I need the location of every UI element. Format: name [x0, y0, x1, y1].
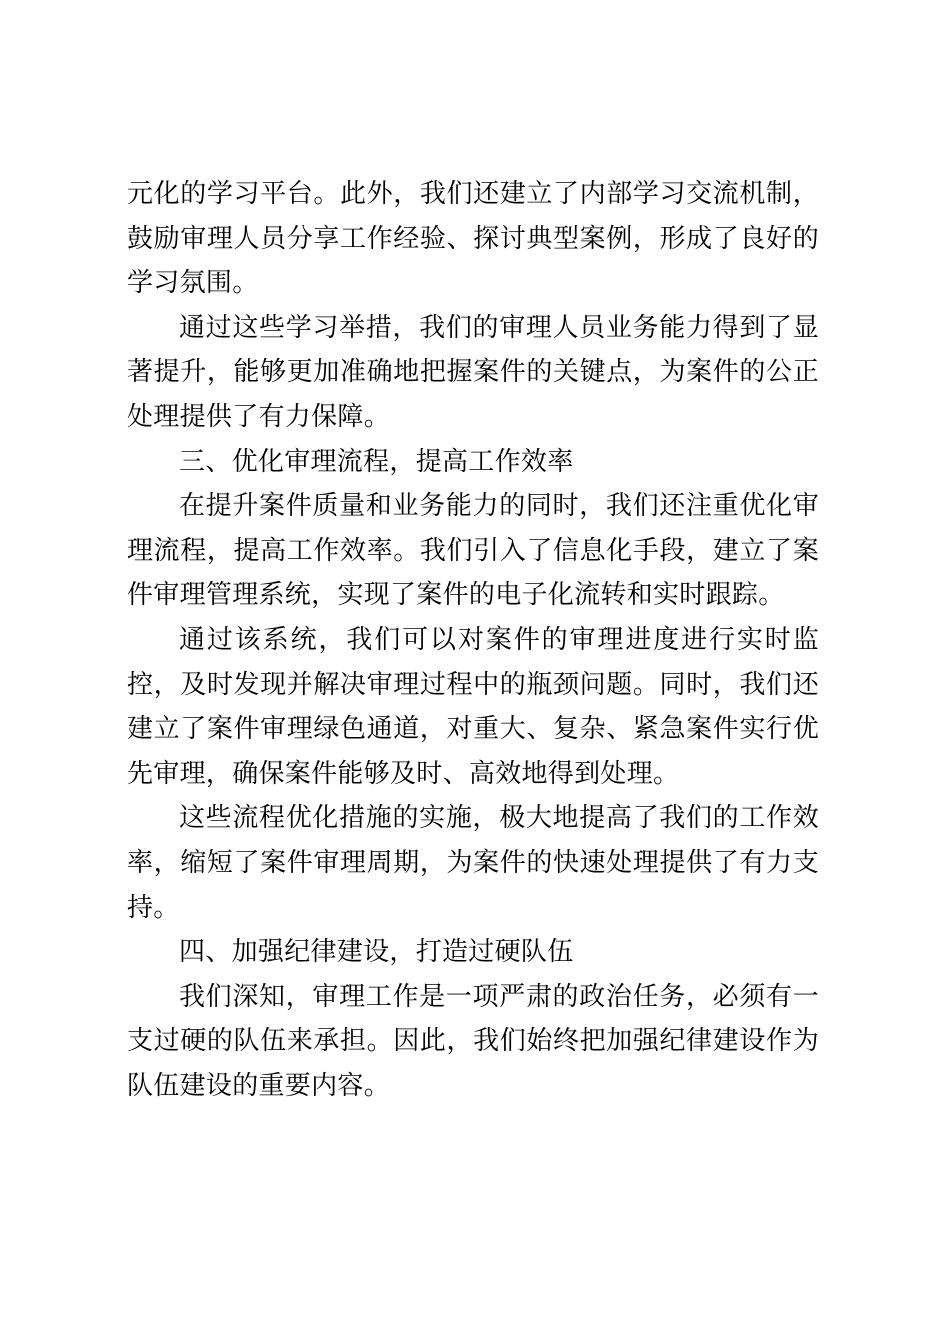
paragraph-learning-results: 通过这些学习举措，我们的审理人员业务能力得到了显著提升，能够更加准确地把握案件的关键点，为案件的公正处理提供了有力保障。 — [127, 312, 819, 432]
section-heading-3: 三、优化审理流程，提高工作效率 — [179, 446, 574, 477]
paragraph-process-optimization: 在提升案件质量和业务能力的同时，我们还注重优化审理流程，提高工作效率。我们引入了信息化手段，建立了案件审理管理系统，实现了案件的电子化流转和实时跟踪。 — [127, 491, 819, 611]
document-body — [127, 172, 819, 1108]
paragraph-learning-platform: 元化的学习平台。此外，我们还建立了内部学习交流机制，鼓励审理人员分享工作经验、探讨典型案例，形成了良好的学习氛围。 — [127, 179, 819, 299]
paragraph-system-monitoring: 通过该系统，我们可以对案件的审理进度进行实时监控，及时发现并解决审理过程中的瓶颈问题。同时，我们还建立了案件审理绿色通道，对重大、复杂、紧急案件实行优先审理，确保案件能够及时、高效地得到处理。 — [127, 624, 819, 789]
paragraph-discipline: 我们深知，审理工作是一项严肃的政治任务，必须有一支过硬的队伍来承担。因此，我们始终把加强纪律建设作为队伍建设的重要内容。 — [127, 981, 819, 1101]
section-heading-4: 四、加强纪律建设，打造过硬队伍 — [179, 937, 574, 968]
paragraph-efficiency-results: 这些流程优化措施的实施，极大地提高了我们的工作效率，缩短了案件审理周期，为案件的快速处理提供了有力支持。 — [127, 803, 819, 923]
